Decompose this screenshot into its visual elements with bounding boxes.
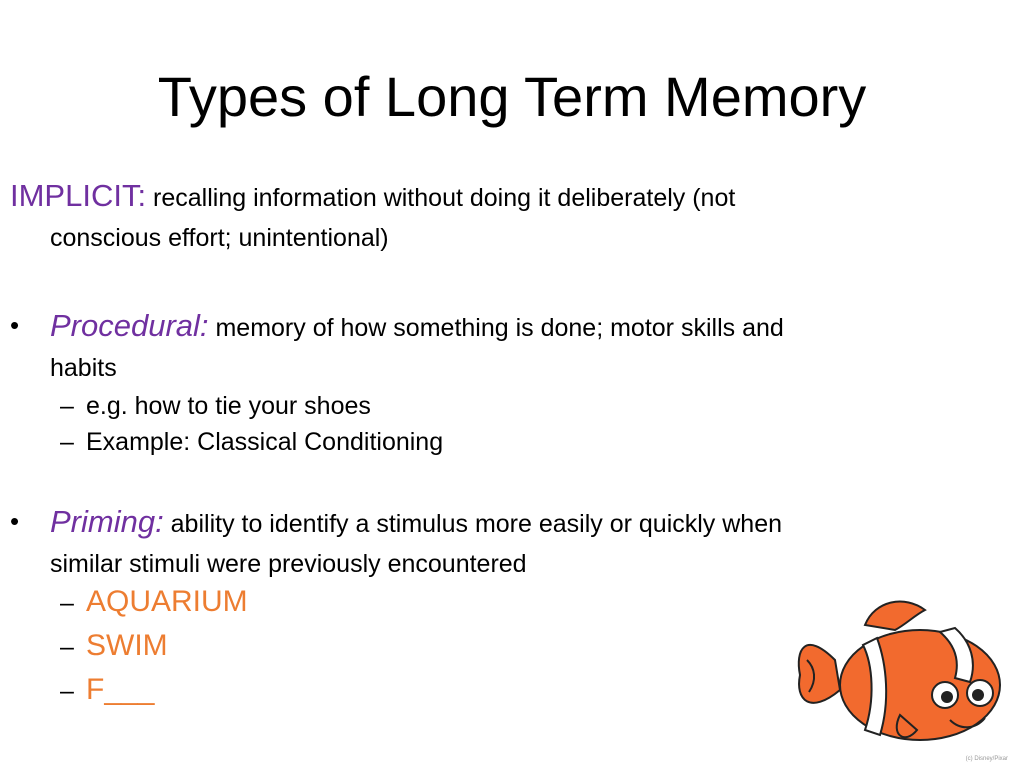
implicit-text-line-1: recalling information without doing it deliberately (not xyxy=(146,184,736,212)
procedural-subitem xyxy=(60,424,443,460)
procedural-subitem xyxy=(60,388,371,424)
slide-title: Types of Long Term Memory xyxy=(157,65,867,128)
implicit-text-line-2: conscious effort; unintentional) xyxy=(50,224,389,252)
procedural-line-1 xyxy=(50,306,970,348)
priming-keyword: Priming: xyxy=(50,504,164,539)
procedural-text-line-2: habits xyxy=(50,354,117,382)
priming-subitem xyxy=(60,628,168,665)
procedural-subitem-text: Example: Classical Conditioning xyxy=(86,428,444,456)
dash: – xyxy=(60,428,74,456)
dash: – xyxy=(60,633,74,661)
priming-bullet: • xyxy=(10,506,20,536)
priming-word: F___ xyxy=(86,673,155,706)
implicit-keyword: IMPLICIT: xyxy=(10,178,147,213)
procedural-keyword: Procedural: xyxy=(50,308,209,343)
priming-text-line-2: similar stimuli were previously encountered xyxy=(50,550,527,578)
priming-line-1 xyxy=(50,502,970,544)
priming-subitem xyxy=(60,584,248,621)
dash: – xyxy=(60,677,74,705)
priming-word: AQUARIUM xyxy=(86,585,248,618)
procedural-bullet: • xyxy=(10,310,20,340)
image-credit: (c) Disney/Pixar xyxy=(965,756,1008,762)
implicit-paragraph xyxy=(10,176,970,258)
procedural-paragraph xyxy=(50,306,970,388)
priming-word: SWIM xyxy=(86,629,168,662)
implicit-line-1 xyxy=(10,176,970,218)
priming-subitem xyxy=(60,672,154,709)
priming-text-line-1: ability to identify a stimulus more easily or quickly when xyxy=(163,510,783,538)
dash: – xyxy=(60,392,74,420)
priming-paragraph xyxy=(50,502,970,584)
clownfish-illustration xyxy=(795,590,1015,750)
procedural-subitem-text: e.g. how to tie your shoes xyxy=(86,392,371,420)
dash: – xyxy=(60,589,74,617)
procedural-text-line-1: memory of how something is done; motor skills and xyxy=(208,314,784,342)
